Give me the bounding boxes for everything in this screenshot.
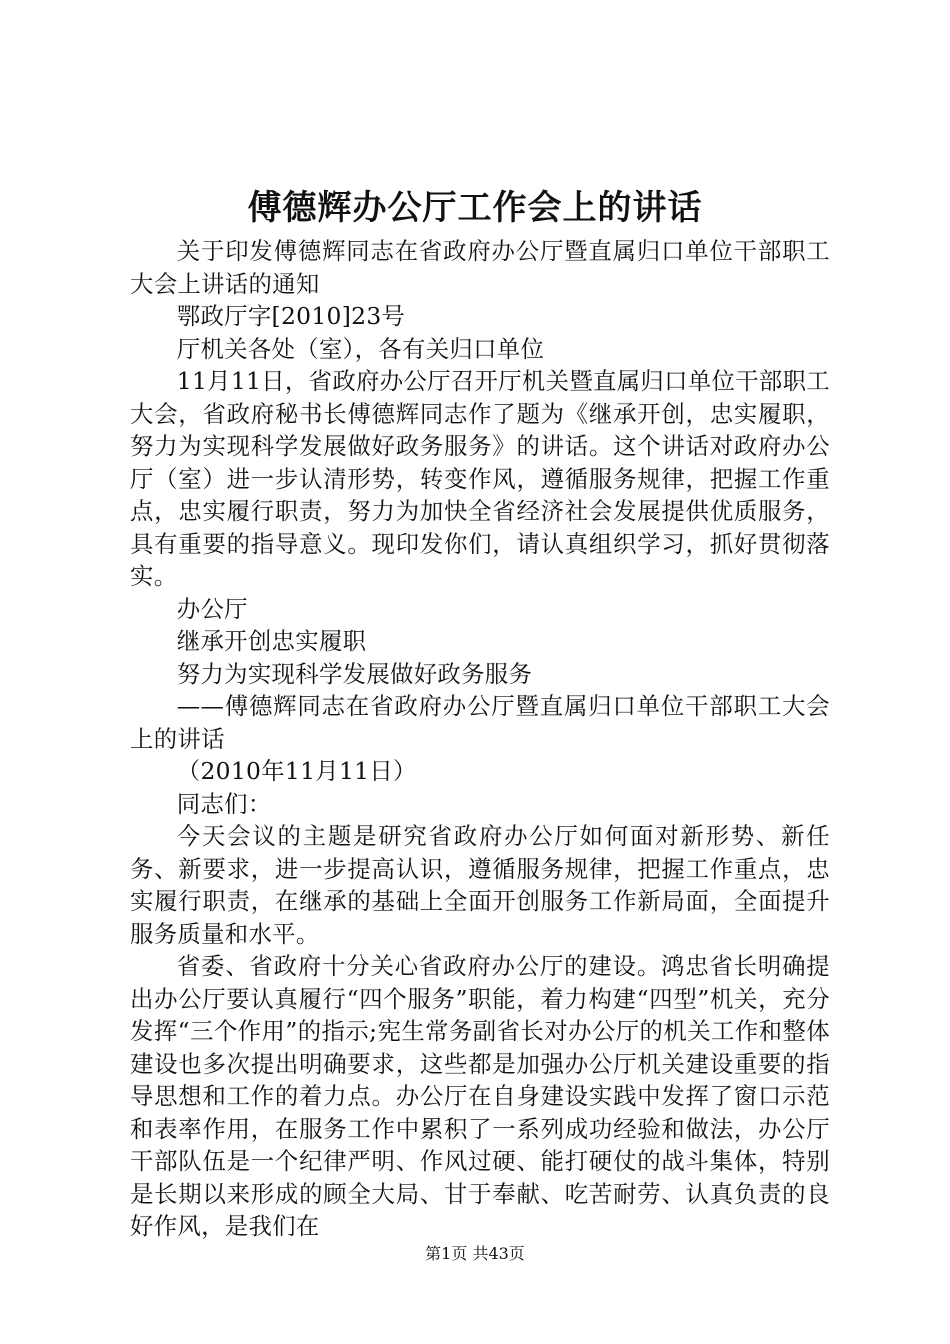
page-number-footer: 第1页 共43页 <box>425 1244 525 1263</box>
paragraph-issuer: 办公厅 <box>176 594 248 623</box>
document-body <box>130 235 830 1243</box>
paragraph-body-1: 今天会议的主题是研究省政府办公厅如何面对新形势、新任务、新要求，进一步提高认识，遵循服务规律，把握工作重点，忠实履行职责，在继承的基础上全面开创服务工作新局面，全面提升服务质量和水平。 <box>130 822 830 948</box>
document-title: 傅德辉办公厅工作会上的讲话 <box>247 188 703 228</box>
paragraph-notice-body: 11月11日，省政府办公厅召开厅机关暨直属归口单位干部职工大会，省政府秘书长傅德辉同志作了题为《继承开创，忠实履职，努力为实现科学发展做好政务服务》的讲话。这个讲话对政府办公厅（室）进一步认清形势，转变作风，遵循服务规律，把握工作重点，忠实履行职责，努力为加快全省经济社会发展提供优质服务，具有重要的指导意义。现印发你们，请认真组织学习，抓好贯彻落实。 <box>130 367 830 590</box>
paragraph-document-number: 鄂政厅字[2010]23号 <box>176 302 406 330</box>
paragraph-body-2: 省委、省政府十分关心省政府办公厅的建设。鸿忠省长明确提出办公厅要认真履行“四个服务”职能，着力构建“四型”机关，充分发挥“三个作用”的指示;宪生常务副省长对办公厅的机关工作和整体建设也多次提出明确要求，这些都是加强办公厅机关建设重要的指导思想和工作的着力点。办公厅在自身建设实践中发挥了窗口示范和表率作用，在服务工作中累积了一系列成功经验和做法，办公厅干部队伍是一个纪律严明、作风过硬、能打硬仗的战斗集体，特别是长期以来形成的顾全大局、甘于奉献、吃苦耐劳、认真负责的良好作风，是我们在 <box>130 952 830 1240</box>
paragraph-notice-title: 关于印发傅德辉同志在省政府办公厅暨直属归口单位干部职工大会上讲话的通知 <box>130 237 830 298</box>
paragraph-addressee: 厅机关各处（室），各有关归口单位 <box>176 334 545 363</box>
paragraph-speech-title-line-1: 继承开创忠实履职 <box>176 627 367 655</box>
paragraph-speech-subtitle: ——傅德辉同志在省政府办公厅暨直属归口单位干部职工大会上的讲话 <box>130 692 830 753</box>
paragraph-salutation: 同志们： <box>176 789 272 818</box>
paragraph-speech-title-line-2: 努力为实现科学发展做好政务服务 <box>176 659 533 688</box>
paragraph-speech-date: （2010年11月11日） <box>176 757 417 785</box>
